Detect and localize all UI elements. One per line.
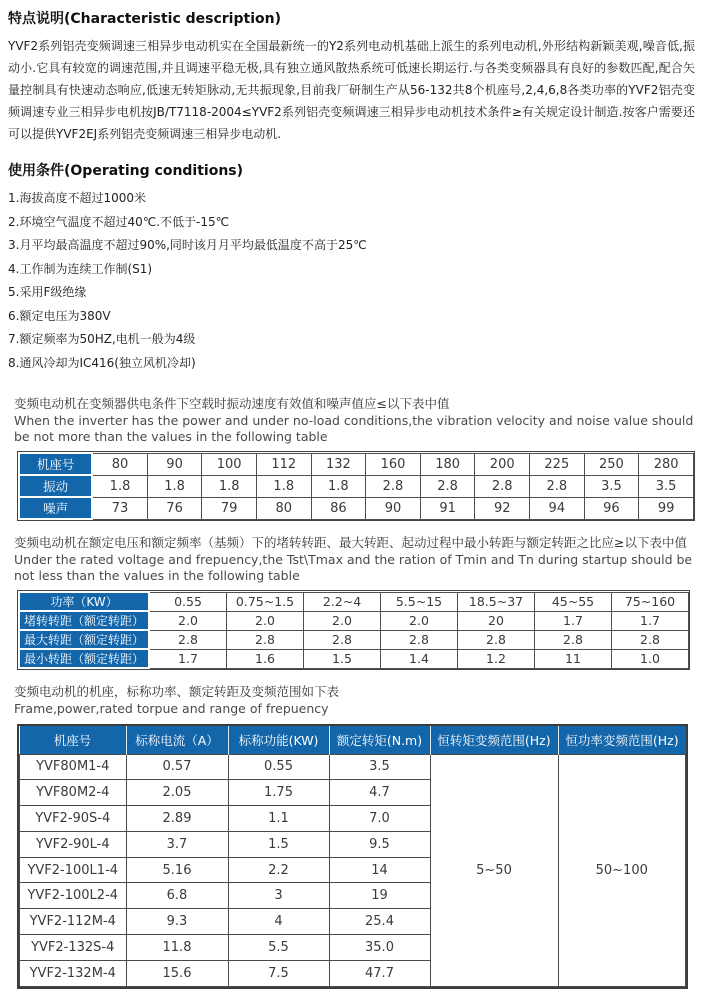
table-row (19, 611, 689, 630)
table-row (19, 649, 689, 668)
frame-table-head (20, 726, 686, 755)
table-cell: 2.8 (149, 630, 227, 649)
table-cell: 1.8 (256, 475, 311, 497)
table-cell: 18.5~37 (458, 592, 535, 611)
table-cell: 2.8 (366, 475, 421, 497)
table-cell: 280 (639, 453, 694, 475)
table-cell: 0.55 (228, 754, 329, 780)
table-cell: 2.8 (420, 475, 475, 497)
table-cell: 7.5 (228, 960, 329, 986)
column-header: 额定转矩(N.m) (329, 726, 430, 755)
table-cell: 11.8 (126, 935, 228, 961)
table-cell: 1.5 (304, 649, 381, 668)
table-cell: 11 (535, 649, 612, 668)
table-cell: 1.8 (202, 475, 257, 497)
condition-item: 2.环境空气温度不超过40℃.不低于-15℃ (8, 214, 230, 229)
table-cell: 2.8 (458, 630, 535, 649)
table-cell: 132 (311, 453, 366, 475)
table-cell: 9.3 (126, 909, 228, 935)
table-cell: 225 (530, 453, 585, 475)
condition-item: 5.采用F级绝缘 (8, 285, 87, 299)
table-cell: 2.8 (535, 630, 612, 649)
table-cell: 47.7 (329, 960, 430, 986)
table-cell: 45~55 (535, 592, 612, 611)
table-cell: 99 (639, 497, 694, 519)
table-cell: 2.2~4 (304, 592, 381, 611)
condition-item: 7.额定频率为50HZ,电机一般为4级 (8, 332, 196, 346)
row-header: 机座号 (19, 453, 92, 475)
table-cell: 1.8 (311, 475, 366, 497)
table-cell: 15.6 (126, 960, 228, 986)
table-row (19, 453, 694, 475)
table-cell: 0.75~1.5 (227, 592, 304, 611)
column-header: 恒转矩变频范围(Hz) (430, 726, 558, 755)
table-cell: YVF2-100L2-4 (20, 883, 127, 909)
table-cell: 2.0 (149, 611, 227, 630)
vibration-table (18, 452, 694, 520)
table-cell: 80 (92, 453, 147, 475)
table-row (19, 630, 689, 649)
table-cell: 86 (311, 497, 366, 519)
table-cell: 250 (584, 453, 639, 475)
torque-section-title-zh: 变频电动机在额定电压和额定频率（基频）下的堵转转距、最大转距、起动过程中最小转距与额定转距之比应≥以下表中值 (14, 535, 687, 550)
table-row (19, 475, 694, 497)
table-cell: 1.4 (381, 649, 458, 668)
table-cell: 1.6 (227, 649, 304, 668)
row-header: 噪声 (19, 497, 92, 519)
column-header: 标称电流（A） (126, 726, 228, 755)
table-row (20, 754, 686, 780)
table-row (19, 592, 689, 611)
table-cell: 2.0 (304, 611, 381, 630)
row-header: 振动 (19, 475, 92, 497)
table-cell: 6.8 (126, 883, 228, 909)
table-cell: 90 (147, 453, 202, 475)
table-cell: 0.57 (126, 754, 228, 780)
table-cell: 5.5~15 (381, 592, 458, 611)
table-cell: 14 (329, 857, 430, 883)
table-cell: YVF2-112M-4 (20, 909, 127, 935)
table-cell: 1.7 (612, 611, 689, 630)
torque-table-body (19, 592, 689, 668)
column-header: 恒功率变频范围(Hz) (558, 726, 686, 755)
table-cell: 90 (366, 497, 421, 519)
table-cell: 5.5 (228, 935, 329, 961)
frame-section-title-en: Frame,power,rated torpue and range of frepuency (14, 701, 329, 716)
table-cell: 2.8 (612, 630, 689, 649)
table-cell: 1.7 (535, 611, 612, 630)
characteristic-title: 特点说明(Characteristic description) (8, 11, 281, 27)
characteristic-body: YVF2系列铝壳变频调速三相异步电动机实在全国最新统一的Y2系列电动机基础上派生的系列电动机,外形结构新颖美观,噪音低,振动小.它具有较宽的调速范围,并且调速平稳无极,具有独立通风散热系统可低速长期运行.与各类变频器具有良好的参数匹配,配合矢量控制具有快速动态响应,低速无转矩脉动,无共振现象,目前我厂研制生产从56-132共8个机座号,2,4,6,8各类功率的YVF2铝壳变频调速专业三相异步电机按JB/T7118-2004≤YVF2系列铝壳变频调速三相异步电动机技术条件≥有关规定设计制造.按客户需要还可以提供YVF2EJ系列铝壳变频调速三相异步电动机. (8, 39, 695, 141)
table-row (19, 497, 694, 519)
table-cell: 7.0 (329, 806, 430, 832)
table-cell: 35.0 (329, 935, 430, 961)
table-cell: YVF2-90L-4 (20, 831, 127, 857)
table-cell: YVF2-132M-4 (20, 960, 127, 986)
table-cell: YVF2-100L1-4 (20, 857, 127, 883)
table-cell: 3.5 (584, 475, 639, 497)
vibration-section-title-en: When the inverter has the power and under no-load conditions,the vibration velocity and noise value should be not more than the values in the following table (14, 413, 694, 444)
table-cell: 1.7 (149, 649, 227, 668)
table-cell: 2.05 (126, 780, 228, 806)
vibration-section-title-zh: 变频电动机在变频器供电条件下空载时振动速度有效值和噪声值应≤以下表中值 (14, 396, 450, 411)
operating-conditions-title: 使用条件(Operating conditions) (8, 163, 244, 179)
vibration-table-wrapper (17, 451, 695, 521)
table-cell: 20 (458, 611, 535, 630)
table-cell: 1.2 (458, 649, 535, 668)
table-cell: 0.55 (149, 592, 227, 611)
const-torque-range-cell: 5~50 (430, 754, 558, 986)
table-cell: 91 (420, 497, 475, 519)
table-cell: 1.5 (228, 831, 329, 857)
condition-item: 8.通风冷却为IC416(独立风机冷却) (8, 355, 196, 370)
column-header: 标称功能(KW) (228, 726, 329, 755)
condition-item: 1.海拔高度不超过1000米 (8, 191, 146, 205)
table-cell: 25.4 (329, 909, 430, 935)
table-cell: 2.8 (530, 475, 585, 497)
table-cell: 200 (475, 453, 530, 475)
const-power-range-cell: 50~100 (558, 754, 686, 986)
condition-item: 4.工作制为连续工作制(S1) (8, 261, 153, 276)
table-cell: 2.8 (381, 630, 458, 649)
table-cell: 1.1 (228, 806, 329, 832)
table-cell: 180 (420, 453, 475, 475)
table-cell: 2.8 (304, 630, 381, 649)
frame-section-title-zh: 变频电动机的机座，标称功率、额定转距及变频范围如下表 (14, 684, 340, 699)
table-cell: 160 (366, 453, 421, 475)
table-cell: 2.0 (227, 611, 304, 630)
row-header: 功率（KW） (19, 592, 149, 611)
table-cell: 2.8 (475, 475, 530, 497)
row-header: 堵转转距（额定转距） (19, 611, 149, 630)
table-cell: YVF80M2-4 (20, 780, 127, 806)
table-cell: YVF80M1-4 (20, 754, 127, 780)
table-cell: YVF2-132S-4 (20, 935, 127, 961)
table-cell: 94 (530, 497, 585, 519)
table-cell: 79 (202, 497, 257, 519)
table-cell: 1.8 (147, 475, 202, 497)
table-cell: 112 (256, 453, 311, 475)
table-cell: 96 (584, 497, 639, 519)
table-cell: YVF2-90S-4 (20, 806, 127, 832)
table-cell: 73 (92, 497, 147, 519)
torque-table (18, 591, 689, 669)
frame-table-body (20, 754, 686, 986)
table-cell: 2.2 (228, 857, 329, 883)
frame-table-wrapper (17, 724, 688, 989)
table-cell: 4.7 (329, 780, 430, 806)
table-cell: 2.89 (126, 806, 228, 832)
table-cell: 76 (147, 497, 202, 519)
operating-conditions-list (8, 187, 695, 375)
table-cell: 75~160 (612, 592, 689, 611)
table-cell: 100 (202, 453, 257, 475)
column-header: 机座号 (20, 726, 127, 755)
table-cell: 1.75 (228, 780, 329, 806)
table-cell: 19 (329, 883, 430, 909)
table-cell: 1.8 (92, 475, 147, 497)
condition-item: 3.月平均最高温度不超过90%,同时该月月平均最低温度不高于25℃ (8, 238, 367, 252)
row-header: 最大转距（额定转距） (19, 630, 149, 649)
torque-section-title-en: Under the rated voltage and frepuency,the Tst\Tmax and the ration of Tmin and Tn during startup should be not less than the values in the following table (14, 552, 693, 583)
table-cell: 4 (228, 909, 329, 935)
condition-item: 6.额定电压为380V (8, 308, 111, 323)
table-cell: 5.16 (126, 857, 228, 883)
table-cell: 3.5 (639, 475, 694, 497)
torque-table-wrapper (17, 590, 690, 670)
table-cell: 1.0 (612, 649, 689, 668)
frame-table-head-row (20, 726, 686, 755)
row-header: 最小转距（额定转距） (19, 649, 149, 668)
table-cell: 3 (228, 883, 329, 909)
table-cell: 9.5 (329, 831, 430, 857)
vibration-table-body (19, 453, 694, 519)
table-cell: 3.5 (329, 754, 430, 780)
table-cell: 3.7 (126, 831, 228, 857)
table-cell: 92 (475, 497, 530, 519)
table-cell: 2.0 (381, 611, 458, 630)
frame-table (19, 726, 686, 987)
table-cell: 80 (256, 497, 311, 519)
table-cell: 2.8 (227, 630, 304, 649)
